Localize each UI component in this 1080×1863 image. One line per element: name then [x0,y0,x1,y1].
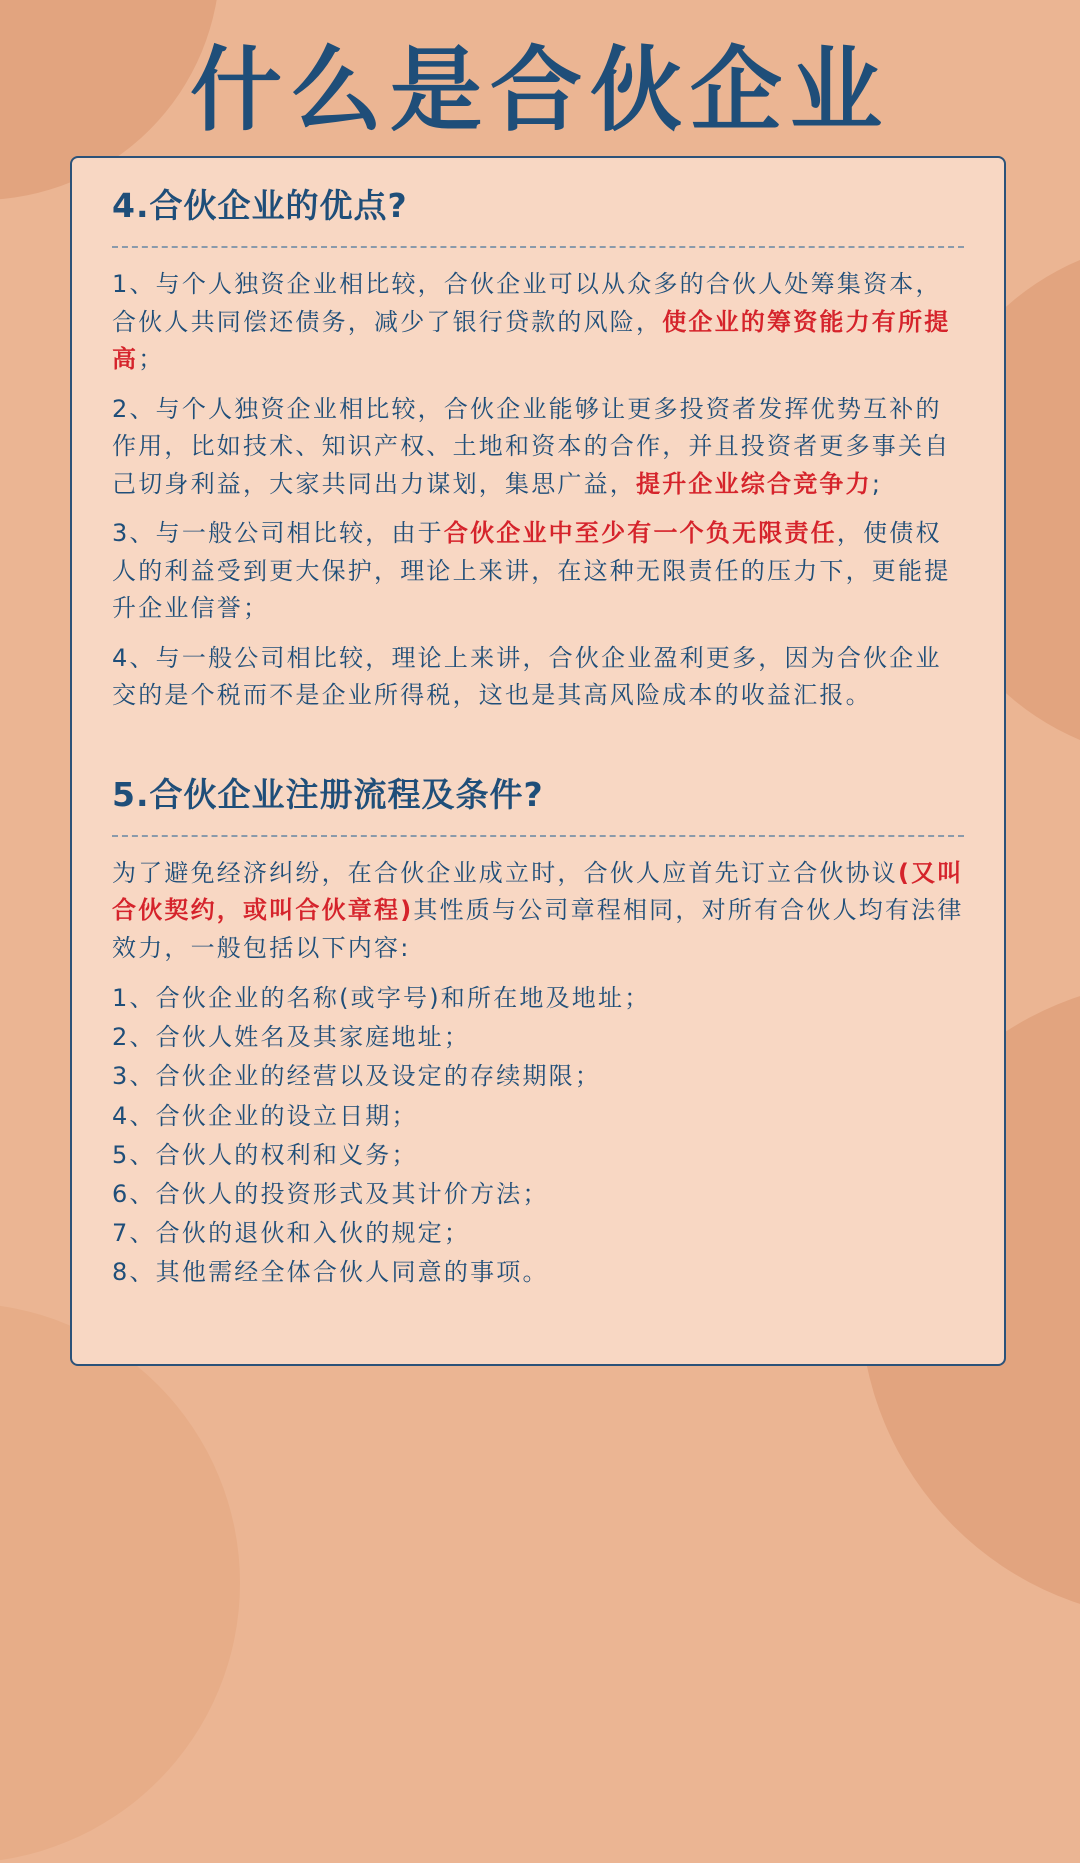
section-5-intro: 为了避免经济纠纷，在合伙企业成立时，合伙人应首先订立合伙协议(又叫合伙契约，或叫合伙章程)其性质与公司章程相同，对所有合伙人均有法律效力，一般包括以下内容: [112,858,964,962]
advantage-4: 4、与一般公司相比较，理论上来讲，合伙企业盈利更多，因为合伙企业交的是个税而不是企业所得税，这也是其高风险成本的收益汇报。 [112,643,942,709]
section-5-heading: 5.合伙企业注册流程及条件? [112,774,544,814]
decorative-circle [0,1303,240,1863]
divider [112,835,964,837]
highlight-text: 使企业的筹资能力有所提高 [112,307,951,373]
page-title: 什么是合伙企业 [189,37,890,144]
list-item: 2、合伙人姓名及其家庭地址； [112,1023,471,1052]
content-card [70,156,1006,1366]
advantage-2: 2、与个人独资企业相比较，合伙企业能够让更多投资者发挥优势互补的作用，比如技术、知识产权、土地和资本的合作，并且投资者更多事关自己切身利益，大家共同出力谋划，集思广益，提升企业综合竞争力; [112,394,951,498]
list-item: 3、合伙企业的经营以及设定的存续期限； [112,1062,602,1091]
advantage-1: 1、与个人独资企业相比较，合伙企业可以从众多的合伙人处筹集资本，合伙人共同偿还债务，减少了银行贷款的风险，使企业的筹资能力有所提高； [112,270,951,373]
divider [112,246,964,248]
list-item: 6、合伙人的投资形式及其计价方法； [112,1180,549,1209]
highlight-text: (又叫合伙契约，或叫合伙章程) [112,858,964,924]
list-item: 4、合伙企业的设立日期； [112,1101,418,1130]
agreement-contents-list [112,979,964,1293]
list-item: 1、合伙企业的名称(或字号)和所在地及地址； [112,984,651,1012]
highlight-text: 提升企业综合竞争力 [636,469,872,498]
list-item: 7、合伙的退伙和入伙的规定； [112,1219,471,1248]
highlight-text: 合伙企业中至少有一个负无限责任 [443,519,837,547]
section-4-heading: 4.合伙企业的优点? [112,186,408,225]
list-item: 8、其他需经全体合伙人同意的事项。 [112,1258,549,1287]
list-item: 5、合伙人的权利和义务； [112,1140,418,1169]
advantage-3: 3、与一般公司相比较，由于合伙企业中至少有一个负无限责任，使债权人的利益受到更大保护，理论上来讲，在这种无限责任的压力下，更能提升企业信誉； [112,519,951,622]
